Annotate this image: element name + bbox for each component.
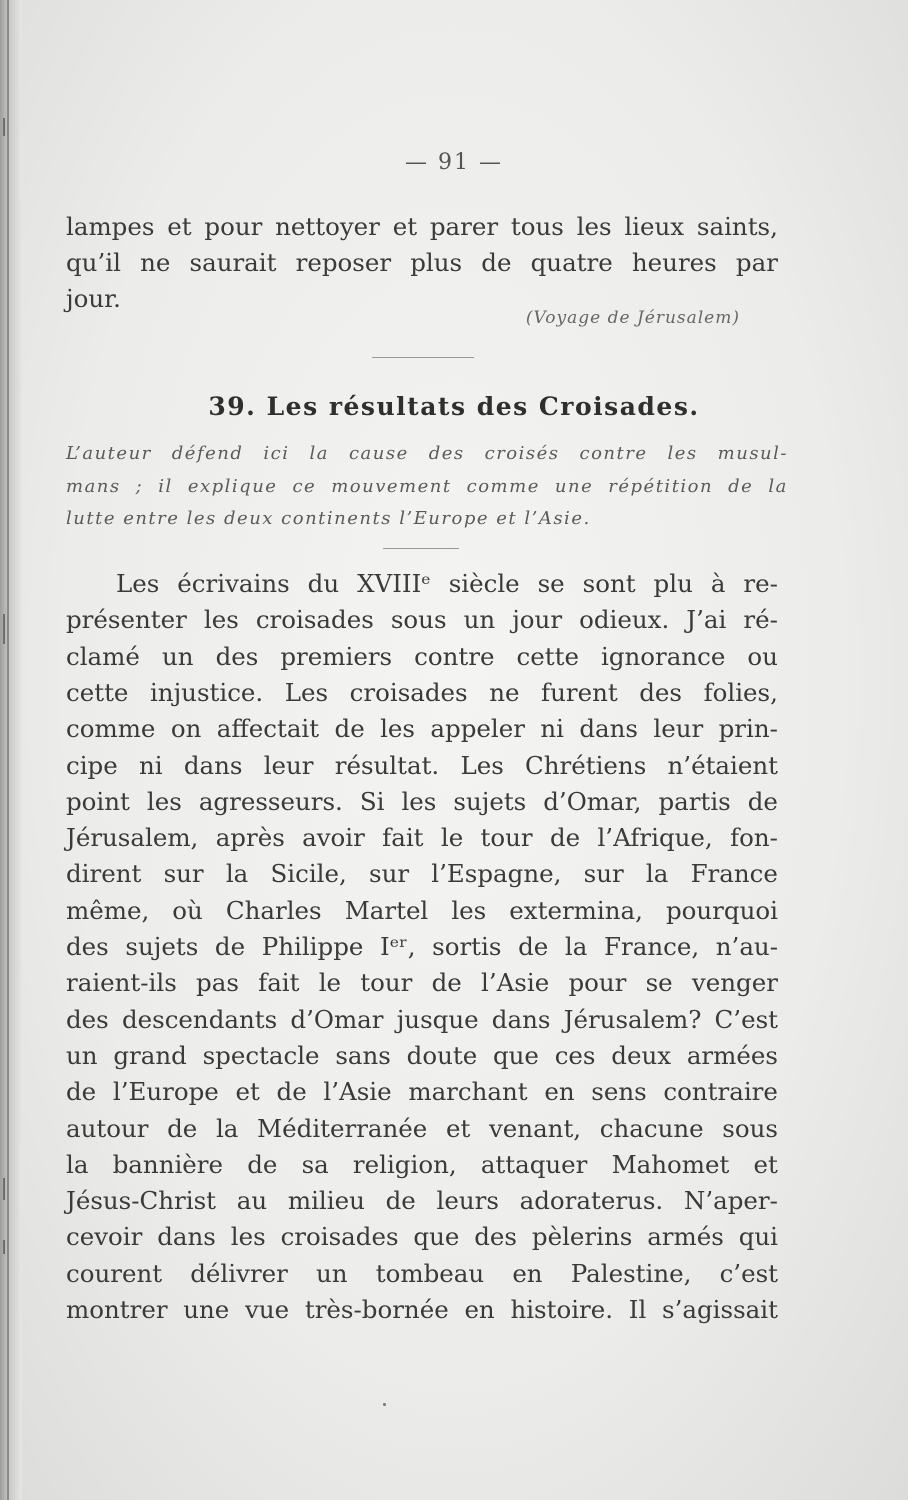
edge-mark xyxy=(3,118,5,136)
edge-mark xyxy=(3,1240,5,1254)
text-line: comme on affectait de les appeler ni dans leur prin- xyxy=(66,714,778,744)
separator-rule xyxy=(372,357,474,358)
text-line: montrer une vue très-bornée en histoire. Il s’agissait xyxy=(66,1295,778,1324)
ink-speck xyxy=(383,1403,386,1406)
text-line: cette injustice. Les croisades ne furent des folies, xyxy=(66,677,778,707)
text-line: dirent sur la Sicile, sur l’Espagne, sur la France xyxy=(66,859,778,889)
text-line: même, où Charles Martel les extermina, pourquoi xyxy=(66,895,778,925)
section-heading: 39. Les résultats des Croisades. xyxy=(208,392,700,421)
text-line: lutte entre les deux continents l’Europe et l’Asie. xyxy=(66,508,591,529)
text-line: Les écrivains du XVIIIᵉ siècle se sont plu à re- xyxy=(116,569,778,598)
text-line: courent délivrer un tombeau en Palestine, c’est xyxy=(66,1258,778,1288)
text-line: de l’Europe et de l’Asie marchant en sens contraire xyxy=(66,1077,778,1107)
text-line: cevoir dans les croisades que des pèlerins armés qui xyxy=(66,1222,778,1252)
binding-line xyxy=(7,0,9,1500)
text-line: cipe ni dans leur résultat. Les Chrétiens n’étaient xyxy=(66,750,778,780)
text-line: la bannière de sa religion, attaquer Mahomet et xyxy=(66,1149,778,1179)
text-line: mans ; il explique ce mouvement comme une répétition de la xyxy=(66,475,788,497)
text-line: L’auteur défend ici la cause des croisés contre les musul- xyxy=(66,443,788,464)
source-citation: (Voyage de Jérusalem) xyxy=(525,308,740,328)
text-line: présenter les croisades sous un jour odieux. J’ai ré- xyxy=(66,605,778,635)
text-line: un grand spectacle sans doute que ces deux armées xyxy=(66,1040,778,1070)
page-binding-edge xyxy=(0,0,22,1500)
text-line: autour de la Méditerranée et venant, chacune sous xyxy=(66,1113,778,1143)
text-line: raient-ils pas fait le tour de l’Asie pour se venger xyxy=(66,968,778,998)
text-line: lampes et pour nettoyer et parer tous les lieux saints, xyxy=(66,212,778,241)
edge-mark xyxy=(3,1178,5,1200)
text-line: qu’il ne saurait reposer plus de quatre heures par xyxy=(66,248,778,277)
text-line: Jésus-Christ au milieu de leurs adoraterus. N’aper- xyxy=(66,1186,778,1216)
page-number: — 91 — xyxy=(405,150,503,175)
text-line: point les agresseurs. Si les sujets d’Omar, partis de xyxy=(66,786,778,816)
text-line: des descendants d’Omar jusque dans Jérusalem? C’est xyxy=(66,1004,778,1034)
text-line: Jérusalem, après avoir fait le tour de l’Afrique, fon- xyxy=(66,823,778,853)
separator-rule xyxy=(383,548,459,549)
text-line: clamé un des premiers contre cette ignorance ou xyxy=(66,641,778,671)
text-line: jour. xyxy=(66,284,121,313)
text-line: des sujets de Philippe Iᵉʳ, sortis de la France, n’au- xyxy=(66,932,778,961)
edge-mark xyxy=(3,614,5,644)
